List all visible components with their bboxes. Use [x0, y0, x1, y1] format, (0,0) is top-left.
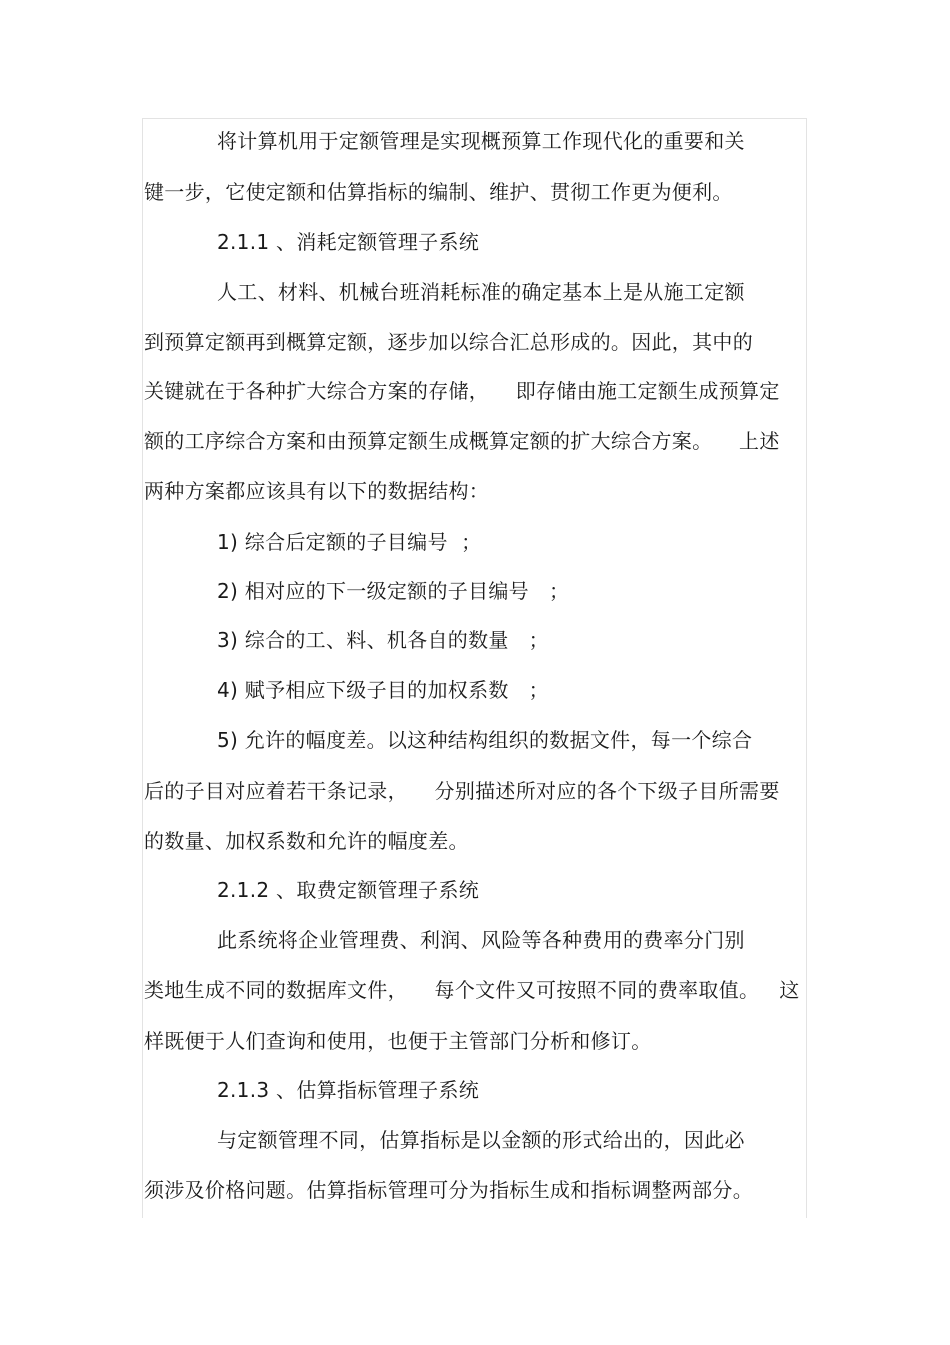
paragraph-line: 到预算定额再到概算定额，逐步加以综合汇总形成的。因此，其中的	[144, 330, 753, 354]
list-item: 5) 允许的幅度差。以这种结构组织的数据文件，每一个综合	[217, 728, 753, 752]
paragraph-line: 关键就在于各种扩大综合方案的存储， 即存储由施工定额生成预算定	[144, 379, 780, 403]
paragraph-line: 与定额管理不同，估算指标是以金额的形式给出的，因此必	[217, 1128, 745, 1152]
list-item: 1) 综合后定额的子目编号 ；	[217, 530, 482, 554]
list-item: 3) 综合的工、料、机各自的数量 ；	[217, 628, 549, 652]
paragraph-line: 此系统将企业管理费、利润、风险等各种费用的费率分门别	[217, 928, 745, 952]
paragraph-line: 键一步，它使定额和估算指标的编制、维护、贯彻工作更为便利。	[144, 180, 733, 204]
paragraph-line: 样既便于人们查询和使用，也便于主管部门分析和修订。	[144, 1029, 652, 1053]
section-heading-2-1-2: 2.1.2 、取费定额管理子系统	[217, 878, 480, 902]
paragraph-line: 将计算机用于定额管理是实现概预算工作现代化的重要和关	[217, 129, 745, 153]
section-heading-2-1-3: 2.1.3 、估算指标管理子系统	[217, 1078, 480, 1102]
list-item: 2) 相对应的下一级定额的子目编号 ；	[217, 579, 570, 603]
paragraph-line: 两种方案都应该具有以下的数据结构：	[144, 479, 490, 503]
paragraph-line: 须涉及价格问题。估算指标管理可分为指标生成和指标调整两部分。	[144, 1178, 753, 1202]
list-item: 4) 赋予相应下级子目的加权系数 ；	[217, 678, 549, 702]
paragraph-line: 人工、材料、机械台班消耗标准的确定基本上是从施工定额	[217, 280, 745, 304]
paragraph-line: 的数量、加权系数和允许的幅度差。	[144, 829, 469, 853]
section-heading-2-1-1: 2.1.1 、消耗定额管理子系统	[217, 230, 480, 254]
paragraph-line: 后的子目对应着若干条记录， 分别描述所对应的各个下级子目所需要	[144, 779, 780, 803]
paragraph-line: 额的工序综合方案和由预算定额生成概算定额的扩大综合方案。 上述	[144, 429, 780, 453]
paragraph-line: 类地生成不同的数据库文件， 每个文件又可按照不同的费率取值。 这	[144, 978, 800, 1002]
